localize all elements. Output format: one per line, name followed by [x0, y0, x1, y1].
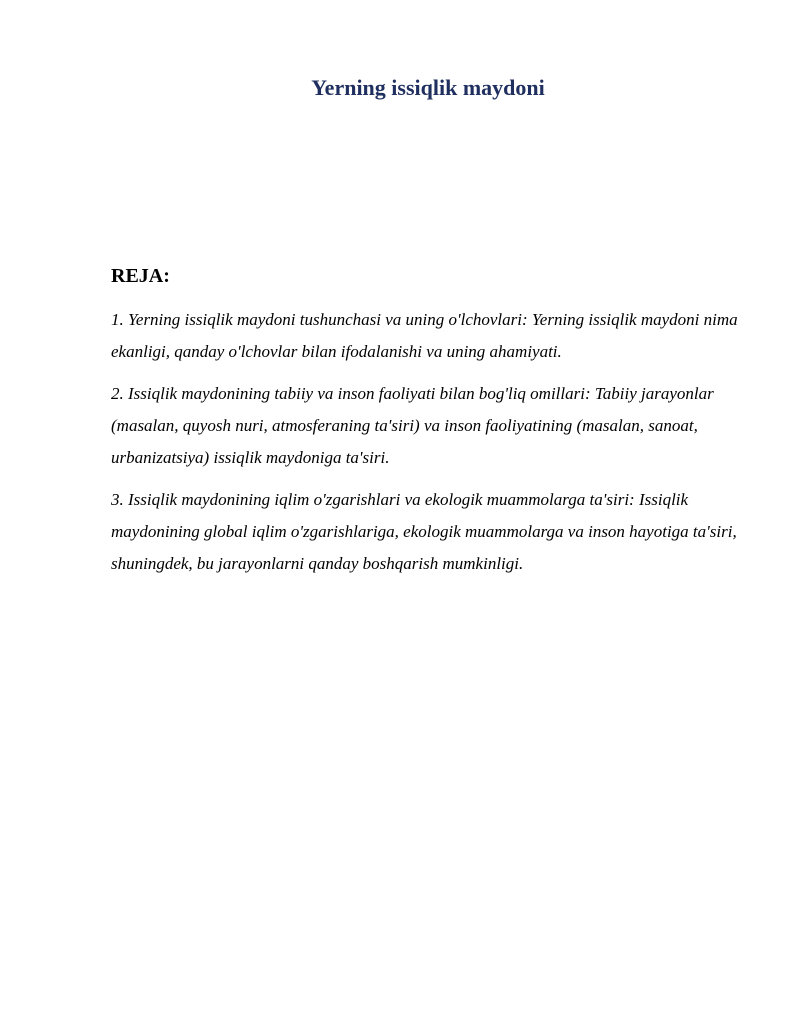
plan-item-3: 3. Issiqlik maydonining iqlim o'zgarishlari va ekologik muammolarga ta'siri: Issiqlik maydonining global iqlim o'zgarishlariga, ekologik muammolarga va inson hayotiga ta'siri, shuningdek, bu jarayonlarni qanday boshqarish mumkinligi.	[111, 490, 737, 573]
plan-item-1: 1. Yerning issiqlik maydoni tushunchasi va uning o'lchovlari: Yerning issiqlik maydoni nima ekanligi, qanday o'lchovlar bilan ifodalanishi va uning ahamiyati.	[111, 310, 738, 361]
plan-item-2: 2. Issiqlik maydonining tabiiy va inson faoliyati bilan bog'liq omillari: Tabiiy jarayonlar (masalan, quyosh nuri, atmosferaning ta'siri) va inson faoliyatining (masalan, sanoat, urbanizatsiya) issiqlik maydoniga ta'siri.	[111, 384, 714, 467]
document-title: Yerning issiqlik maydoni	[311, 75, 545, 100]
plan-list	[111, 304, 741, 590]
plan-heading: REJA:	[111, 265, 170, 287]
